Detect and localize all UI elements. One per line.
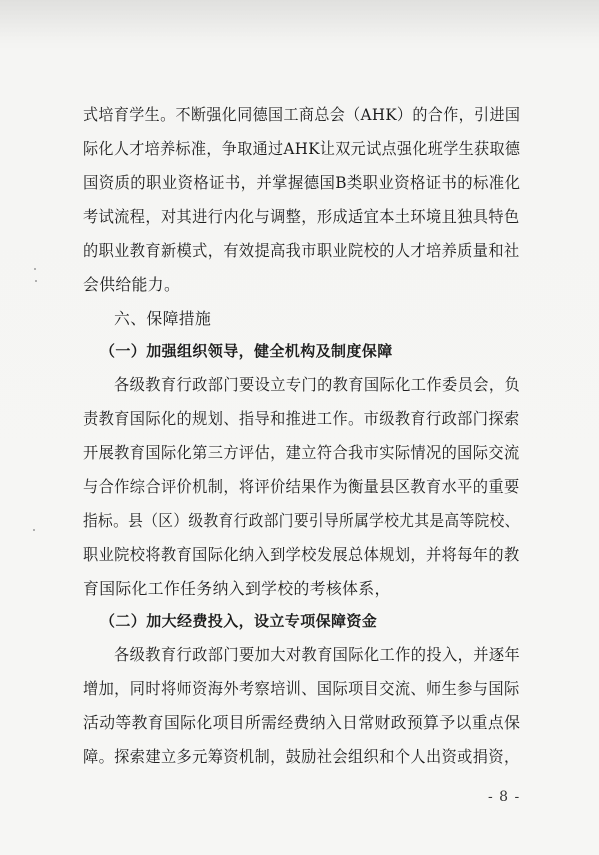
subsection-heading: （一）加强组织领导，健全机构及制度保障 bbox=[100, 342, 393, 360]
scan-speck bbox=[33, 529, 35, 531]
text-line: 式培育学生。不断强化同德国工商总会（AHK）的合作，引进国 bbox=[83, 105, 521, 124]
text-line: 与合作综合评价机制，将评价结果作为衡量县区教育水平的重要 bbox=[83, 477, 520, 496]
section-heading: 六、保障措施 bbox=[114, 309, 212, 328]
subsection-heading: （二）加大经费投入，设立专项保障资金 bbox=[100, 612, 378, 630]
text-line: 活动等教育国际化项目所需经费纳入日常财政预算予以重点保 bbox=[83, 713, 521, 732]
text-line: 会供给能力。 bbox=[83, 275, 181, 294]
text-line: 障。探索建立多元筹资机制，鼓励社会组织和个人出资或捐资， bbox=[83, 747, 520, 766]
text-line: 际化人才培养标准，争取通过AHK让双元试点强化班学生获取德 bbox=[83, 139, 521, 158]
scan-speck bbox=[34, 268, 36, 270]
text-line: 职业院校将教育国际化纳入到学校发展总体规划，并将每年的教 bbox=[83, 545, 520, 564]
text-line: 各级教育行政部门要加大对教育国际化工作的投入，并逐年 bbox=[114, 645, 521, 664]
text-line: 指标。县（区）级教育行政部门要引导所属学校尤其是高等院校、 bbox=[83, 511, 520, 530]
scan-speck bbox=[35, 280, 37, 282]
text-line: 开展教育国际化第三方评估，建立符合我市实际情况的国际交流 bbox=[83, 443, 520, 462]
text-line: 育国际化工作任务纳入到学校的考核体系， bbox=[83, 579, 391, 598]
text-line: 的职业教育新模式，有效提高我市职业院校的人才培养质量和社 bbox=[83, 241, 520, 260]
text-line: 各级教育行政部门要设立专门的教育国际化工作委员会，负 bbox=[114, 375, 521, 394]
text-line: 责教育国际化的规划、指导和推进工作。市级教育行政部门探索 bbox=[83, 409, 520, 428]
page-number: - 8 - bbox=[488, 789, 521, 805]
scan-shadow bbox=[0, 0, 599, 50]
text-line: 国资质的职业资格证书，并掌握德国B类职业资格证书的标准化 bbox=[83, 173, 521, 192]
text-line: 考试流程，对其进行内化与调整，形成适宜本土环境且独具特色 bbox=[83, 207, 520, 226]
text-line: 增加，同时将师资海外考察培训、国际项目交流、师生参与国际 bbox=[83, 679, 520, 698]
